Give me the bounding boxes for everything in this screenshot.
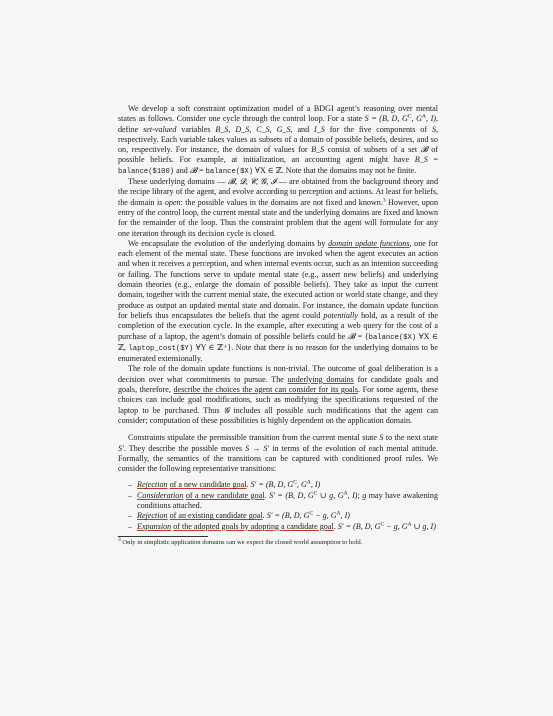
text-run: B_S	[414, 155, 428, 165]
text-run: ∀X ∈ ℤ,	[118, 331, 438, 352]
transition-item	[128, 491, 438, 512]
superscript: C	[380, 520, 385, 527]
text-run: 𝓑	[420, 145, 428, 155]
text-run: =	[196, 165, 206, 175]
paragraph	[118, 239, 438, 365]
text-run: , respectively. Each variable takes values as subsets of a domain of possible beliefs, desires, and so on, respectively. For instance, the domain of values for	[118, 124, 439, 155]
text-run: , G	[296, 480, 307, 490]
text-run: S′ = (B, D, G	[337, 521, 381, 531]
paragraph-list	[118, 104, 438, 474]
text-run: B_S	[311, 145, 325, 155]
text-run: variables	[176, 124, 216, 134]
text-run: =	[427, 155, 438, 165]
text-run: to the next state	[383, 433, 438, 443]
text-run: of possible beliefs. For example, at initialization, an accounting agent might have	[118, 145, 438, 165]
text-run: for candidate goals and goals, therefore,	[118, 374, 438, 395]
text-run: , G	[411, 114, 422, 124]
text-run: S	[431, 124, 436, 134]
text-run: and	[292, 124, 315, 134]
text-run: Constraints stipulate the permissible transition from the current mental state	[128, 433, 380, 443]
text-run: . For some agents, these choices can include goal modifications, such as modifying the specifications requested of the laptop to be purchased. Thus	[118, 385, 438, 415]
text-run: S′ = (B, D, G	[266, 511, 310, 521]
footnote-text: Only in simplistic application domains can we expect the closed world assumption to hold.	[122, 538, 363, 546]
superscript: A	[306, 479, 311, 486]
underlined-text: of the adopted goals by adopting a candidate goal	[173, 521, 334, 531]
text-run: 𝓖	[223, 405, 230, 415]
text-run: , I)	[310, 480, 321, 490]
body-text	[118, 104, 438, 547]
underlined-text: of a new candidate goal	[185, 490, 265, 500]
text-run: for the five components of	[324, 124, 432, 134]
text-run: , I)	[340, 511, 350, 521]
text-run: B_S, D_S, C_S, G_S,	[215, 124, 293, 134]
text-run: consist of subsets of a set	[324, 145, 421, 155]
superscript: C	[313, 490, 318, 496]
text-run: = (B, D, G	[368, 114, 408, 124]
text-run: , I)	[347, 490, 358, 500]
text-run: , I)	[425, 114, 436, 124]
underlined-text: of an existing candidate goal	[169, 511, 263, 521]
text-run: set-valued	[143, 124, 177, 134]
underlined-text: underlying domains	[287, 374, 354, 384]
text-run: 𝓑, 𝓓, 𝓒, 𝓖, 𝓘	[227, 177, 277, 187]
text-run: , define	[118, 114, 438, 134]
text-run: S′ = (B, D, G	[269, 490, 314, 500]
superscript: A	[407, 520, 412, 527]
transition-item	[128, 511, 438, 521]
text-run: The role of the domain update functions is non-trivial. The outcome of goal deliberation is a decision over what commitments to pursue. The	[118, 364, 438, 384]
underlined-text: Rejection	[137, 480, 168, 490]
text-run: = {	[355, 331, 369, 341]
text-run: .	[264, 490, 270, 500]
underlined-text: describe the choices the agent can consider for its goals	[173, 385, 359, 395]
underlined-text: Rejection	[137, 511, 168, 521]
text-run: S → S′	[245, 443, 270, 453]
transition-list	[118, 480, 438, 531]
text-run: — are obtained from the background theory and the recipe library of the agent, and evolve according to perception and actions. At least for beliefs, the domain is	[118, 177, 438, 207]
text-run: ;	[357, 490, 363, 500]
underlined-text: domain update functions	[328, 238, 410, 248]
text-run: in terms of the evolution of each mental attitude. Formally, the semantics of the transitions can be captured with conditioned proof rules. We consider the following representative transitions:	[118, 443, 438, 474]
text-run: S′	[118, 443, 124, 453]
text-run: g	[362, 490, 367, 500]
text-run: potentially	[323, 310, 359, 320]
superscript: 3	[382, 196, 386, 203]
text-run: balance($X)	[368, 333, 417, 342]
text-run: : the possible values in the domains are not fixed and known.	[180, 197, 383, 207]
paragraph	[118, 104, 438, 177]
footnote-rule	[118, 536, 208, 537]
text-run: may have awakening conditions attached.	[137, 490, 438, 510]
superscript: C	[293, 479, 297, 486]
paragraph	[118, 364, 438, 426]
text-run: and	[174, 165, 190, 175]
text-run: I_S	[314, 124, 325, 134]
text-run: . They describe the possible moves	[123, 443, 246, 453]
text-run: S	[379, 433, 384, 443]
text-run: open	[164, 197, 181, 207]
text-run: ∀Y ∈ ℤ⁺}. Note that there is no reason for the underlying domains to be enumerated extensionally.	[118, 342, 438, 364]
text-run: .	[262, 511, 267, 521]
text-run: ∪ g, I)	[411, 521, 436, 531]
superscript: A	[343, 490, 348, 496]
text-run: S′ = (B, D, G	[250, 480, 294, 490]
footnote	[118, 536, 438, 547]
footnote-mark: 3	[118, 536, 121, 543]
text-run: We encapsulate the evolution of the underlying domains by	[128, 238, 329, 248]
text-run: laptop_cost($Y)	[128, 344, 194, 353]
text-run: − g, G	[313, 511, 337, 521]
text-run: − g, G	[384, 521, 408, 531]
text-run: These underlying domains —	[128, 177, 228, 187]
text-run: ∪ g, G	[317, 490, 344, 500]
text-run: However, upon entry of the control loop, the current mental state and the underlying domains are fixed and known for the remainder of the loop. Thus the constraint problem that the agent will formulate for any one iteration through its decision cycle is closed.	[118, 197, 438, 238]
underlined-text: Consideration	[137, 490, 184, 500]
paragraph	[118, 433, 438, 474]
text-run: , one for each element of the mental state. These functions are invoked when the agent executes an action and when it receives a perception, and when internal events occur, such as an intention succeeding or failing. The functions serve to update mental state (e.g., assert new beliefs) and underlying domain theories (e.g., enlarge the domain of possible beliefs). They take as input the current domain, together with the current mental state, the executed action or world state change, and they produce as output an updated mental state and domain. For instance, the domain update function for beliefs thus encapsulates the beliefs that the agent could	[118, 238, 438, 320]
superscript: C	[407, 113, 412, 120]
text-run: includes all possible such modifications that the agent can consider; computation of these possibilities is highly dependent on the application domain.	[118, 405, 438, 425]
text-run: hold, as a result of the completion of the execution cycle. In the example, after executing a web query for the cost of a purchase of a laptop, the agent’s domain of possible beliefs could be	[118, 310, 438, 341]
text-run: .	[246, 480, 251, 490]
superscript: A	[336, 510, 341, 517]
superscript: A	[421, 113, 426, 120]
transition-item	[128, 480, 438, 490]
text-run: We develop a soft constraint optimization model of a BDGI agent’s reasoning over mental states as follows. Consider one cycle through the control loop. For a state	[118, 104, 438, 124]
text-run: balance($100)	[118, 167, 175, 176]
text-run: 𝓑	[189, 165, 197, 175]
paragraph	[118, 177, 438, 239]
underlined-text: Expansion	[137, 521, 172, 531]
transition-item	[128, 522, 438, 532]
text-run: balance($X)	[205, 167, 254, 176]
text-run: .	[333, 521, 338, 531]
superscript: C	[309, 510, 314, 517]
underlined-text: of a new candidate goal	[169, 480, 247, 490]
text-run: S	[364, 114, 369, 124]
text-run: ∀X ∈ ℤ. Note that the domains may not be finite.	[253, 165, 417, 175]
text-run: 𝓑	[347, 331, 356, 341]
